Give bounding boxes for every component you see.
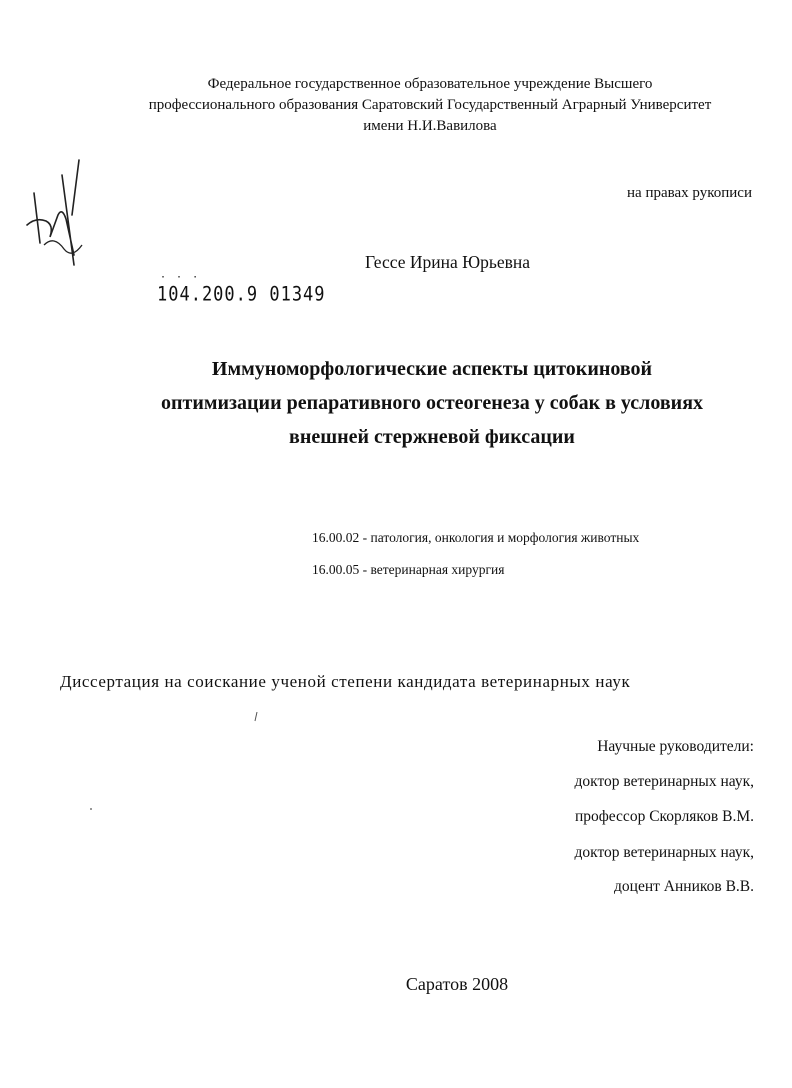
city-year: Саратов 2008 bbox=[405, 974, 509, 994]
rights-note: на правах рукописи bbox=[627, 185, 752, 201]
stray-mark-icon bbox=[253, 712, 259, 722]
author-name: Гессе Ирина Юрьевна bbox=[365, 252, 531, 272]
institution-line-2: профессионального образования Саратовский Государственный Аграрный Университет bbox=[148, 97, 712, 113]
supervisors-heading: Научные руководители: bbox=[597, 738, 754, 755]
supervisor-line-3: доктор ветеринарных наук, bbox=[574, 844, 754, 861]
dissertation-type: Диссертация на соискание ученой степени кандидата ветеринарных наук bbox=[60, 672, 631, 691]
supervisor-line-4: доцент Анников В.В. bbox=[614, 878, 754, 895]
handwritten-signature-icon bbox=[24, 155, 94, 275]
stray-dot bbox=[90, 808, 92, 810]
institution-line-3: имени Н.И.Вавилова bbox=[363, 118, 497, 134]
registration-number: 104.200.9 01349 bbox=[157, 283, 326, 306]
title-line-3: внешней стержневой фиксации bbox=[289, 426, 575, 448]
specialty-1: 16.00.02 - патология, онкология и морфология животных bbox=[312, 530, 640, 545]
specialty-2: 16.00.05 - ветеринарная хирургия bbox=[312, 562, 505, 577]
supervisor-line-2: профессор Скорляков В.М. bbox=[574, 808, 754, 825]
title-line-2: оптимизации репаративного остеогенеза у собак в условиях bbox=[160, 392, 704, 414]
institution-line-1: Федеральное государственное образовательное учреждение Высшего bbox=[207, 76, 653, 92]
institution-block bbox=[120, 74, 740, 137]
stamp-dots: · · · bbox=[160, 272, 201, 283]
title-line-1: Иммуноморфологические аспекты цитокиновой bbox=[211, 358, 653, 380]
supervisor-line-1: доктор ветеринарных наук, bbox=[574, 773, 754, 790]
dissertation-title bbox=[100, 352, 764, 454]
